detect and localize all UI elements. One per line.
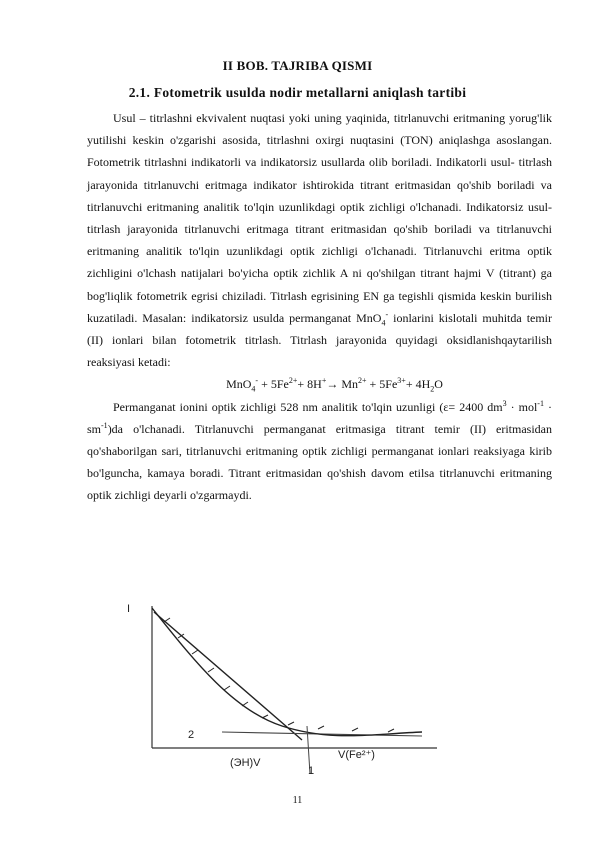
y-axis-label: I — [127, 603, 131, 615]
section-title: 2.1. Fotometrik usulda nodir metallarni aniqlash tartibi — [128, 85, 467, 100]
ion-formula: MnO$_4$- — [356, 309, 389, 328]
page-number: 11 — [292, 795, 303, 806]
paragraph-method — [87, 107, 552, 373]
tick-label: 1 — [308, 765, 315, 777]
chapter-title: II BOB. TAJRIBA QISMI — [222, 58, 373, 73]
reaction-equation: $MnO_4^- + 5Fe^{2+}+ 8H^+\to Mn^{2+} + 5Fe^{3+}+ 4H_2O$ — [226, 376, 443, 394]
body-text — [87, 107, 552, 507]
titration-curve — [152, 608, 422, 736]
paragraph-text-tail: ionlarini kislotali muhitda temir (II) ionlari bilan fotometrik titrlash. Titrlash jarayonida quyidagi oksidlanishqaytarilish reaksiyasi ketadi: — [87, 310, 553, 370]
curve-markers — [164, 618, 394, 732]
curve-number-label: 2 — [188, 729, 195, 741]
descending-line — [154, 612, 302, 740]
paragraph-permanganate: Permanganat ionini optik zichligi 528 nm analitik to'lqin uzunligi (ε= 2400 $dm^3 \cdot mol^{-1} \cdot sm^{-1})da$ o'lchanadi. Titrlanuvchi permanganat eritmasiga titrant temir (II) eritmasidan qo'shaborilgan sari, titrlanuvchi eritmaning optik zichligi permanganat ionlari reaksiyaga kirib bo'lguncha, kamaya boradi. Titrant eritmasidan qo'shish davom etilsa titrlanuvchi eritmaning optik zichligi deyarli o'zgarmaydi. — [87, 398, 552, 503]
x-axis-label-right: V(Fe²⁺) — [338, 749, 375, 761]
titration-curve-figure — [112, 598, 442, 778]
paragraph-text: Usul – titrlashni ekvivalent nuqtasi yoki uning yaqinida, titrlanuvchi eritmaning yorug'lik yutilishi keskin o'zgarishi asosida, titrlashni oxirgi nuqtasini (TON) aniqlashga asoslangan. Fotometrik titrlashni indikatorli va indikatorsiz usullarda olib boriladi. Indikatorli usul- titrlash jarayonida titrlanuvchi eritmaga indikator ishtirokida titrant eritmasidan qo'shib boriladi va titrlanuvchi eritmaning analitik to'lqin uzunlikdagi optik zichligi o'lchanadi. Indikatorsiz usul- titrlash jarayonida titrlanuvchi eritmaga titrant eritmasidan qo'shib boriladi va titrlanuvchi eritmaning analitik to'lqin uzunlikdagi optik zichligi o'lchanadi. Titrlanuvchi eritma optik zichligini o'lchash natijalari bo'yicha optik zichlik A ni qo'shilgan titrant hajmi V (titrant) ga bog'liqlik fotometrik egrisi chiziladi. Titrlash egrisining EN ga tegishli qismida keskin burilish kuzatiladi. Masalan: indikatorsiz usulda permanganat — [87, 111, 552, 325]
x-axis-label-left: (ЭН)V — [230, 757, 261, 769]
